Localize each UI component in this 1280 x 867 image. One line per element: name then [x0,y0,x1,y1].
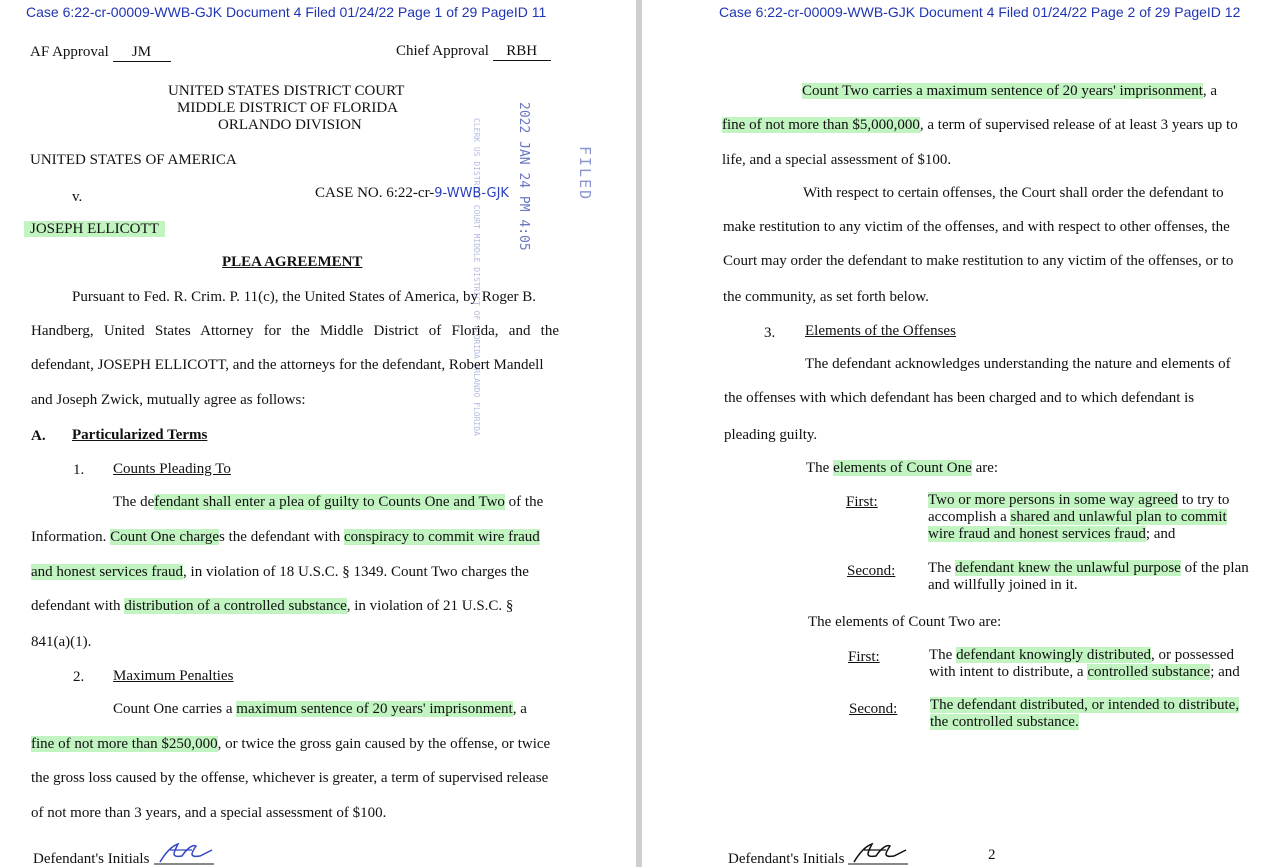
penalties-line-1-b: , a [512,701,527,717]
c1-first-l1-b: to try to [1178,492,1230,508]
c2-first-l1-highlight: defendant knowingly distributed [956,647,1152,663]
penalties-line-3: the gross loss caused by the offense, whichever is greater, a term of supervised release [31,770,549,786]
page-1-initials-signature [152,838,216,867]
ack-line-2: the offenses with which defendant has been charged and to which defendant is [724,390,1195,406]
intro-line-4: and Joseph Zwick, mutually agree as follows: [31,392,306,408]
count-one-intro [806,460,998,477]
c1-second-l1-b: of the plan [1180,560,1249,576]
document-page-2 [642,0,1280,867]
filed-stamp-date: 2022 JAN 24 PM 4:05 [516,102,531,251]
c2-second-l1-highlight: The defendant distributed, or intended to distribute, [930,697,1240,713]
intro-line-1: Pursuant to Fed. R. Crim. P. 11(c), the United States of America, by Roger B. [72,289,536,305]
chief-approval-value: RBH [506,43,538,59]
versus: v. [72,189,83,205]
c1-first-l3-highlight: wire fraud and honest services fraud [928,526,1146,542]
counts-line-2-highlight-1: Count One charge [110,529,220,545]
counts-line-2-highlight-2: conspiracy to commit wire fraud [344,529,540,545]
af-approval-label: AF Approval [30,44,109,60]
page-2-initials-signature [846,838,910,867]
counts-line-4-a: defendant with [31,598,125,614]
document-page-1 [0,0,636,867]
section-a-letter: A. [31,428,46,444]
c2-first-l2-b: ; and [1210,664,1240,680]
page-number: 2 [988,847,996,863]
chief-approval [396,43,551,61]
counts-line-2 [31,529,540,546]
c2-first-l1-a: The [929,647,957,663]
page-2-initials-label: Defendant's Initials [728,851,845,867]
defendant-name-text: JOSEPH ELLICOTT [24,221,165,237]
ack-line-3: pleading guilty. [724,427,818,443]
counts-line-3 [31,564,529,581]
count-two-second-element [930,697,1239,731]
restitution-line-2: make restitution to any victim of the offenses, and with respect to other offenses, the [723,219,1230,235]
page-1-initials-label: Defendant's Initials [33,851,150,867]
page-1-header-stamp: Case 6:22-cr-00009-WWB-GJK Document 4 Filed 01/24/22 Page 1 of 29 PageID 11 [26,4,547,20]
c1-second-l2: and willfully joined in it. [928,577,1078,593]
p2-line-3: life, and a special assessment of $100. [722,152,952,168]
item-3-title: Elements of the Offenses [805,323,956,339]
counts-line-1-a: The de [113,494,155,510]
count-two-intro: The elements of Count Two are: [808,614,1002,630]
p2-line-1-highlight: Count Two carries a maximum sentence of 20 years' imprisonment [802,83,1203,99]
case-number-label: CASE NO. 6:22-cr- [315,185,435,201]
penalties-line-2-b: , or twice the gross gain caused by the offense, or twice [217,736,551,752]
defendant-name [24,221,165,238]
document-title: PLEA AGREEMENT [222,254,363,270]
counts-line-1-b: of the [504,494,544,510]
item-3-number: 3. [764,325,776,341]
count-two-first-element [929,647,1240,681]
court-district: MIDDLE DISTRICT OF FLORIDA [177,100,398,116]
item-2-number: 2. [73,669,85,685]
item-2-title: Maximum Penalties [113,668,234,684]
counts-line-3-b: , in violation of 18 U.S.C. § 1349. Count Two charges the [183,564,529,580]
count-one-first-label: First: [846,494,878,510]
court-division: ORLANDO DIVISION [218,117,362,133]
penalties-line-2 [31,736,550,753]
intro-line-2: Handberg, United States Attorney for the Middle District of Florida, and the [31,323,559,339]
restitution-line-1: With respect to certain offenses, the Court shall order the defendant to [803,185,1224,201]
count-two-second-label: Second: [849,701,898,717]
filed-stamp-word: FILED [576,146,594,202]
p2-line-1 [802,83,1217,100]
c2-first-l2-highlight: controlled substance [1087,664,1211,680]
counts-line-4-highlight: distribution of a controlled substance [124,598,347,614]
count-one-intro-highlight: elements of Count One [833,460,972,476]
page-2-header-stamp: Case 6:22-cr-00009-WWB-GJK Document 4 Filed 01/24/22 Page 2 of 29 PageID 12 [719,4,1241,20]
section-a-title: Particularized Terms [72,427,208,443]
c1-first-l2-a: accomplish a [928,509,1011,525]
restitution-line-3: Court may order the defendant to make restitution to any victim of the offenses, or to [723,253,1234,269]
count-one-intro-b: are: [971,460,999,476]
intro-line-3: defendant, JOSEPH ELLICOTT, and the attorneys for the defendant, Robert Mandell [31,357,544,373]
c1-first-l1-highlight: Two or more persons in some way agreed [928,492,1179,508]
c2-first-l2-a: with intent to distribute, a [929,664,1088,680]
counts-line-3-highlight: and honest services fraud [31,564,184,580]
counts-line-2-b: s the defendant with [219,529,344,545]
c1-first-l3-b: ; and [1145,526,1176,542]
penalties-line-1-a: Count One carries a [113,701,237,717]
c1-first-l2-highlight: shared and unlawful plan to commit [1010,509,1227,525]
count-one-first-element [928,492,1229,543]
penalties-line-4: of not more than 3 years, and a special assessment of $100. [31,805,387,821]
court-name: UNITED STATES DISTRICT COURT [168,83,405,99]
counts-line-2-a: Information. [31,529,111,545]
counts-line-1 [113,494,543,511]
counts-line-5: 841(a)(1). [31,634,92,650]
c2-first-l1-b: , or possessed [1151,647,1234,663]
item-1-title: Counts Pleading To [113,461,231,477]
p2-line-2-highlight: fine of not more than $5,000,000 [722,117,920,133]
clerk-stamp: CLERK US DISTRICT COURT MIDDLE DISTRICT OF FLORIDA ORLANDO FLORIDA [472,118,481,436]
c1-second-l1-highlight: defendant knew the unlawful purpose [955,560,1181,576]
count-one-second-element [928,560,1249,594]
penalties-line-1 [113,701,527,718]
counts-line-4 [31,598,513,615]
penalties-line-1-highlight: maximum sentence of 20 years' imprisonment [236,701,513,717]
ack-line-1: The defendant acknowledges understanding the nature and elements of [805,356,1231,372]
count-two-first-label: First: [848,649,880,665]
p2-line-2-b: , a term of supervised release of at least 3 years up to [919,117,1238,133]
af-approval [30,44,171,62]
count-one-second-label: Second: [847,563,896,579]
case-number-handwritten: 9-WWB-GJK [434,186,509,201]
c1-second-l1-a: The [928,560,956,576]
chief-approval-label: Chief Approval [396,43,489,59]
item-1-number: 1. [73,462,85,478]
restitution-line-4: the community, as set forth below. [723,289,929,305]
count-one-intro-a: The [806,460,834,476]
counts-line-1-highlight: fendant shall enter a plea of guilty to Counts One and Two [154,494,505,510]
penalties-line-2-highlight: fine of not more than $250,000 [31,736,218,752]
case-number [315,185,509,202]
plaintiff-name: UNITED STATES OF AMERICA [30,152,237,168]
af-approval-value: JM [131,44,152,60]
counts-line-4-b: , in violation of 21 U.S.C. § [346,598,514,614]
c2-second-l2-highlight: the controlled substance. [930,714,1079,730]
p2-line-1-b: , a [1202,83,1218,99]
p2-line-2 [722,117,1238,134]
